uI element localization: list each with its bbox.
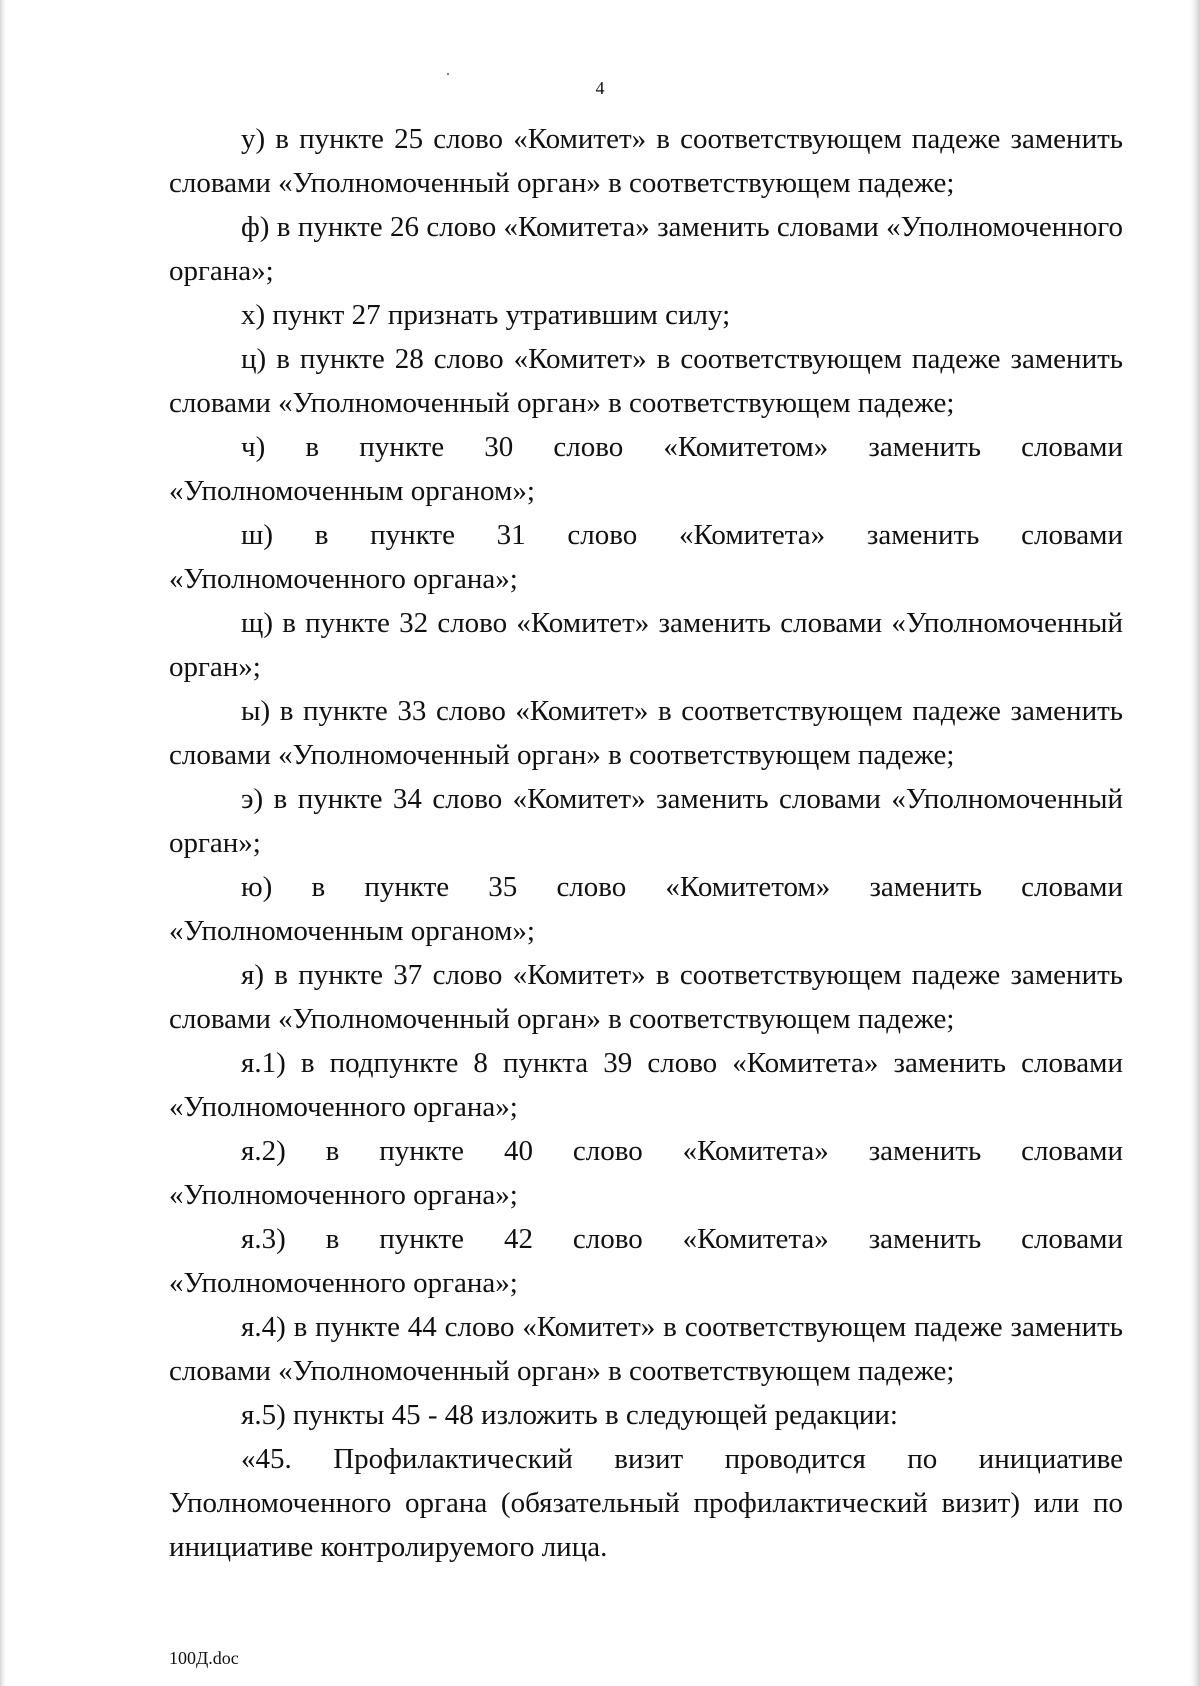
- paragraph-kh: х) пункт 27 признать утратившим силу;: [241, 299, 731, 331]
- paragraph-ya-3: я.3) в пункте 42 слово «Комитета» заменить словами «Уполномоченного органа»;: [169, 1223, 1123, 1299]
- paragraph-u: у) в пункте 25 слово «Комитет» в соответствующем падеже заменить словами «Уполномоченный орган» в соответствующем падеже;: [169, 123, 1123, 199]
- paragraph-ya: я) в пункте 37 слово «Комитет» в соответствующем падеже заменить словами «Уполномоченный орган» в соответствующем падеже;: [169, 959, 1123, 1035]
- paragraph-ch: ч) в пункте 30 слово «Комитетом» заменить словами «Уполномоченным органом»;: [169, 431, 1123, 507]
- paragraph-f: ф) в пункте 26 слово «Комитета» заменить словами «Уполномоченного органа»;: [169, 211, 1123, 287]
- scan-edge-left: [0, 0, 6, 1686]
- paragraph-shch: щ) в пункте 32 слово «Комитет» заменить словами «Уполномоченный орган»;: [169, 607, 1123, 683]
- paragraph-e: э) в пункте 34 слово «Комитет» заменить словами «Уполномоченный орган»;: [169, 783, 1123, 859]
- paragraph-ya-5: я.5) пункты 45 - 48 изложить в следующей редакции:: [241, 1399, 898, 1431]
- paragraph-ya-2: я.2) в пункте 40 слово «Комитета» заменить словами «Уполномоченного органа»;: [169, 1135, 1123, 1211]
- paragraph-sh: ш) в пункте 31 слово «Комитета» заменить словами «Уполномоченного органа»;: [169, 519, 1123, 595]
- paragraph-ts: ц) в пункте 28 слово «Комитет» в соответствующем падеже заменить словами «Уполномоченный орган» в соответствующем падеже;: [169, 343, 1123, 419]
- paragraph-y: ы) в пункте 33 слово «Комитет» в соответствующем падеже заменить словами «Уполномоченный орган» в соответствующем падеже;: [169, 695, 1123, 771]
- document-body: [169, 117, 1123, 1569]
- paragraph-point-45: «45. Профилактический визит проводится по инициативе Уполномоченного органа (обязательный профилактический визит) или по инициативе контролируемого лица.: [169, 1443, 1123, 1563]
- scan-edge-right: [1190, 0, 1200, 1686]
- scan-speck: [447, 73, 449, 75]
- footer-filename: 100Д.doc: [169, 1648, 239, 1668]
- page-number: 4: [595, 78, 605, 98]
- paragraph-yu: ю) в пункте 35 слово «Комитетом» заменить словами «Уполномоченным органом»;: [169, 871, 1123, 947]
- paragraph-ya-1: я.1) в подпункте 8 пункта 39 слово «Комитета» заменить словами «Уполномоченного органа»;: [169, 1047, 1123, 1123]
- paragraph-ya-4: я.4) в пункте 44 слово «Комитет» в соответствующем падеже заменить словами «Уполномоченный орган» в соответствующем падеже;: [169, 1311, 1123, 1387]
